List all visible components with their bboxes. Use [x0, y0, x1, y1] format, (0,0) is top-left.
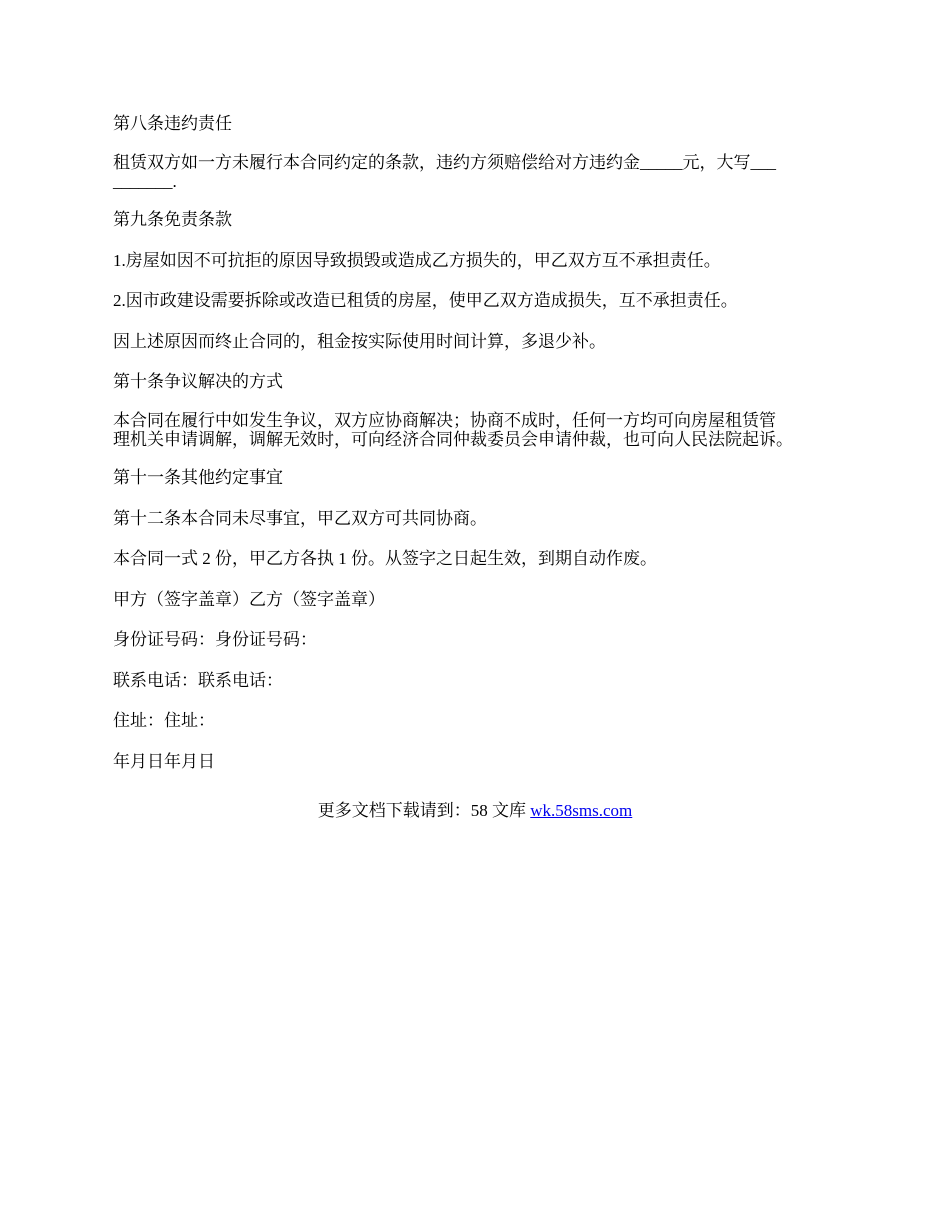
address-line: 住址：住址：: [113, 711, 215, 730]
heading-article-10: 第十条争议解决的方式: [113, 372, 283, 391]
paragraph-termination-rent: 因上述原因而终止合同的，租金按实际使用时间计算，多退少补。: [113, 331, 606, 351]
paragraph-penalty: 租赁双方如一方未履行本合同约定的条款，违约方须赔偿给对方违约金_____元，大写___ _______.: [113, 152, 776, 191]
phone-line: 联系电话：联系电话：: [113, 670, 283, 690]
paragraph-exemption-2: 2.因市政建设需要拆除或改造已租赁的房屋，使甲乙双方造成损失，互不承担责任。: [113, 291, 738, 310]
document-body: [113, 112, 853, 790]
footer-text: 更多文档下载请到：58 文库: [317, 801, 531, 820]
id-number-line: 身份证号码：身份证号码：: [113, 630, 317, 649]
signature-line: 甲方（签字盖章）乙方（签字盖章）: [113, 589, 385, 609]
footer-link[interactable]: wk.58sms.com: [530, 801, 633, 820]
date-line: 年月日年月日: [113, 751, 215, 771]
paragraph-copies: 本合同一式 2 份，甲乙方各执 1 份。从签字之日起生效，到期自动作废。: [113, 549, 657, 568]
paragraph-dispute-resolution: 本合同在履行中如发生争议，双方应协商解决；协商不成时，任何一方均可向房屋租赁管 理机关申请调解，调解无效时，可向经济合同仲裁委员会申请仲裁，也可向人民法院起诉。: [113, 410, 793, 449]
download-footer: [0, 799, 950, 822]
heading-article-9: 第九条免责条款: [113, 210, 232, 229]
heading-article-12: 第十二条本合同未尽事宜，甲乙双方可共同协商。: [113, 508, 487, 528]
heading-article-8: 第八条违约责任: [113, 114, 232, 133]
paragraph-exemption-1: 1.房屋如因不可抗拒的原因导致损毁或造成乙方损失的，甲乙双方互不承担责任。: [113, 250, 721, 270]
heading-article-11: 第十一条其他约定事宜: [113, 468, 283, 487]
